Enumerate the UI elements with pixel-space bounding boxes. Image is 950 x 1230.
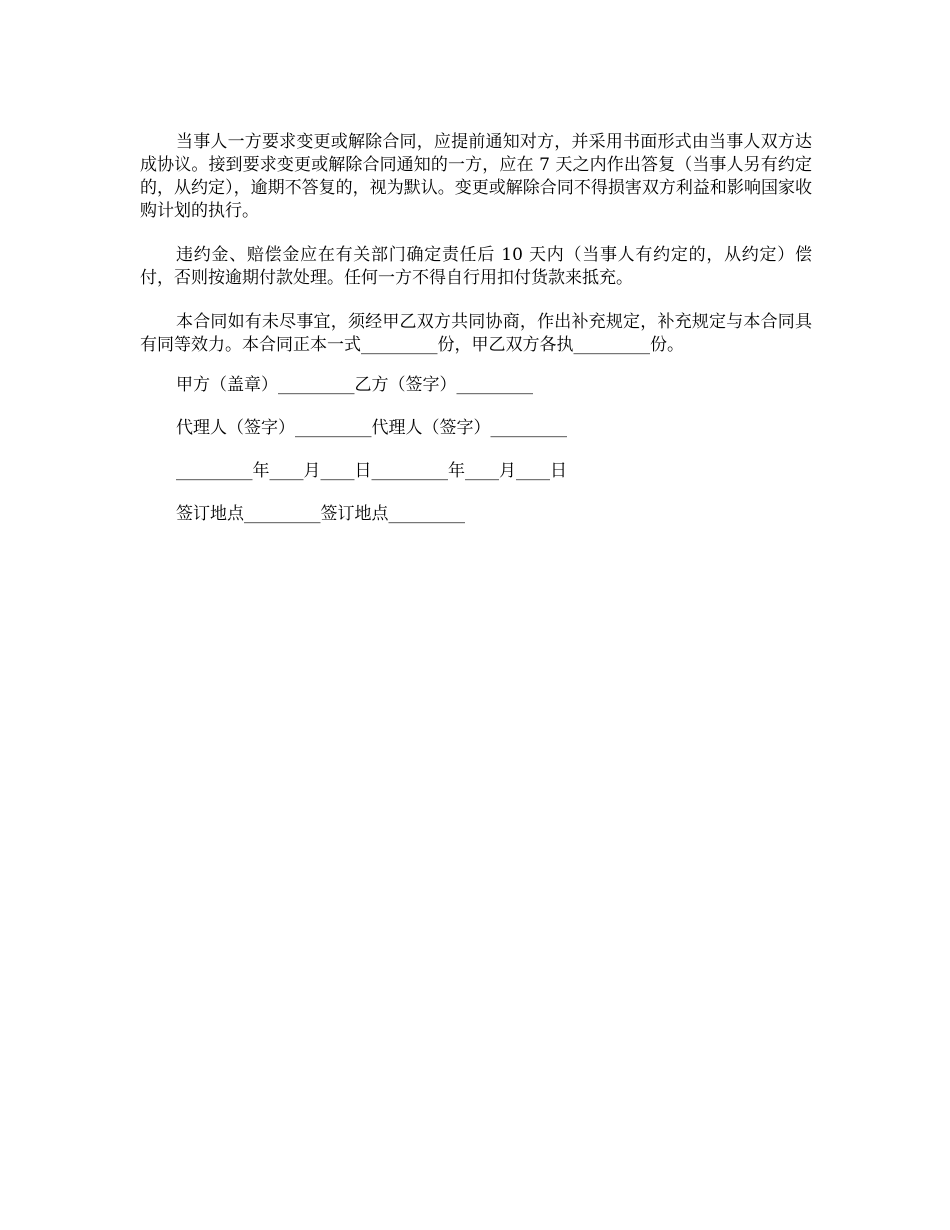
signature-line-parties: 甲方（盖章）_________乙方（签字）_________	[176, 375, 533, 395]
signature-block	[140, 374, 812, 526]
signature-line-agents: 代理人（签字）_________代理人（签字）_________	[176, 418, 567, 438]
signature-line-places: 签订地点_________签订地点_________	[176, 504, 465, 524]
document-page	[140, 131, 812, 526]
paragraph-penalty-payment: 违约金、赔偿金应在有关部门确定责任后 10 天内（当事人有约定的，从约定）偿付，否则按逾期付款处理。任何一方不得自行用扣付货款来抵充。	[140, 245, 812, 288]
signature-line-dates: _________年____月____日_________年____月____日	[176, 461, 567, 481]
paragraph-supplementary-terms: 本合同如有未尽事宜，须经甲乙双方共同协商，作出补充规定，补充规定与本合同具有同等效力。本合同正本一式_________份，甲乙双方各执_________份。	[140, 312, 812, 355]
paragraph-contract-modification: 当事人一方要求变更或解除合同，应提前通知对方，并采用书面形式由当事人双方达成协议。接到要求变更或解除合同通知的一方，应在 7 天之内作出答复（当事人另有约定的，从约定），逾期不答复的，视为默认。变更或解除合同不得损害双方利益和影响国家收购计划的执行。	[140, 132, 812, 221]
